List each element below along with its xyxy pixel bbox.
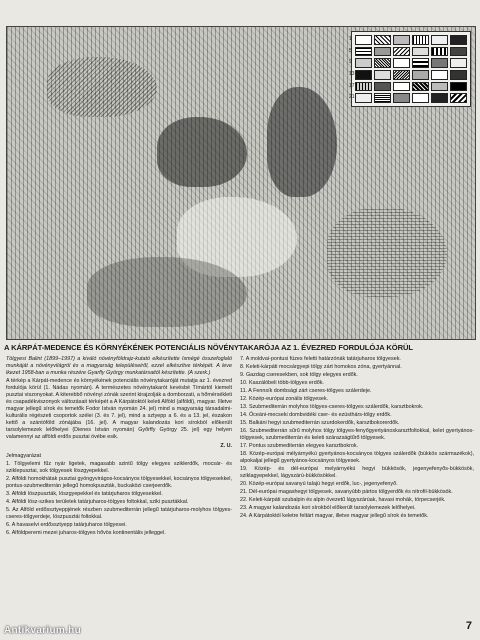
legend-swatch [393, 47, 410, 57]
legend-item: 4. Alföldi lösz-szikes területek tatárjuharos-tölgyes foltokkal, sziki pusztákkal. [6, 499, 189, 505]
legend-item: 1. Tölgyelemi fűz nyár ligetek, magasabb szintű tölgy elegyes sziklerdők, mocsár- és sziklepusztai, sok tölgyesek löszgyepekkel. [6, 461, 232, 474]
map-legend [351, 31, 471, 107]
legend-item: 12. Közép-európai zonális tölgyesek. [240, 396, 329, 402]
legend-swatch [349, 82, 372, 92]
legend-swatch [349, 47, 372, 57]
legend-swatch [393, 82, 410, 92]
legend-item: 6. Alföldperemi mezei juharos-tölgyes hővös kontinentális jelleggel. [6, 530, 166, 536]
legend-item: 19. Közép- és dél-európai melyárnyékú hegyi bükkösök, jegenyefenyős-bükkösök, sziklagyepekkel, lágyszárú-bükkösökkel. [240, 466, 474, 479]
legend-swatch [431, 47, 448, 57]
legend-swatch [374, 93, 391, 103]
legend-item: 3. Alföldi löszpuszták, löszgyepekkel és tatárjuharos tölgyesekkel. [6, 491, 163, 497]
legend-item: 20. Közép-európai savanyú talajú hegyi erdők, luc-, jegenyefenyő. [240, 481, 398, 487]
map-region-dark [157, 117, 247, 187]
legend-swatch [393, 35, 410, 45]
legend-swatch [431, 58, 448, 68]
legend-swatch [412, 70, 429, 80]
legend-swatch [393, 93, 410, 103]
legend-swatch [412, 58, 429, 68]
legend-swatch [349, 70, 372, 80]
legend-row-number: 1 [349, 36, 352, 42]
map-region-hatched [47, 57, 157, 117]
legend-item: 15. Balkáni hegyi szubmediterrán szurdokerdők, karsztbokorerdők. [240, 420, 400, 426]
legend-item: 22. Keleti-kárpáti szubalpin és alpin övezetű lágyszárúak, havasi mohák, törpecserjék. [240, 497, 446, 503]
legend-swatch [349, 35, 372, 45]
legend-swatch [450, 82, 467, 92]
legend-swatch [349, 58, 372, 68]
legend-row-number: 13 [349, 70, 355, 77]
legend-swatch [431, 82, 448, 92]
legend-item: 10. Kaszálóbeli több-tölgyes erdők. [240, 380, 324, 386]
map-region-south [87, 257, 247, 327]
intro-paragraph: Tölgyesi Balint (1899–1997) a kiváló növényföldrajz-kutató elkészítette Ismégé összefoglaló munkáját a növényvilágról és a magyarság településeiről, ezzel elkészítve térképét. A leve lkezet 1958-ban a munka részére Gyarfly György munkatársaitól készítette. (A szerk.) [6, 356, 232, 376]
legend-item: 16. Szubmediterrán sűrű molyhos tölgy tölgyes-fenyőgyertyánoskarsztfoltokkal, kelet gyertyános-tölgyesek, szubmediterrán és keleti szárazságtűrő tölgyesek. [240, 428, 474, 441]
legend-swatch [412, 93, 429, 103]
page-number: 7 [465, 620, 472, 632]
legend-item: 9. Gazdag cseresekben, sok tölgy elegyes erdők. [240, 372, 358, 378]
legend-item: 24. A Kárpátoktól keletre feltárt magyar, illetve magyar jellegű sírok és temetők. [240, 513, 429, 519]
legend-item: 18. Közép-európai mélyárnyékú gyertyános-kocsányos tölgyes szálerdők (bükkös származékok), alpokaljai jellegű gyertyános-kocsányos tölgyesek. [240, 451, 474, 464]
author-signature: Z. U. [220, 443, 232, 449]
legend-swatch [374, 70, 391, 80]
legend-swatch [412, 35, 429, 45]
legend-swatch [349, 93, 372, 103]
map-region-plain [327, 207, 447, 297]
legend-item: 2. Alföldi homokhátak pusztai gyöngyvirágos-kocsányos tölgyesekkel, kocsányos tölgyesekkel, pontus-szubmediterrán jellegű homokpuszták, buckaközi cserjeerdők. [6, 476, 232, 489]
legend-swatch [431, 70, 448, 80]
legend-item: 11. A Fennsík dombsági zárt cseres-tölgyes szálerdeje. [240, 388, 372, 394]
legend-row-number: 5 [349, 47, 352, 54]
legend-heading: Jelmagyarázat [6, 453, 42, 459]
legend-swatch [412, 82, 429, 92]
map-caption: A KÁRPÁT-MEDENCE ÉS KÖRNYÉKÉNEK POTENCIÁLIS NÖVÉNYTAKARÓJA AZ 1. ÉVEZRED FORDULÓJA KÖRÜL [4, 343, 413, 352]
legend-item: 5. Az Alföld erdőssztyeppjének részben szubmediterrán jellegű tatárjuharos-molyhos tölgyes-cseres-tölgyerdeje, löszpusztái foltokkal. [6, 507, 232, 520]
legend-swatch [412, 47, 429, 57]
legend-row-number: 9 [349, 59, 352, 66]
legend-swatch [450, 47, 467, 57]
legend-swatch [374, 35, 391, 45]
watermark: Antikvarium.hu [4, 625, 81, 636]
legend-item: 13. Szubmediterrán molyhos tölgyes-cseres-tölgyes szálerdők, karsztbokrok. [240, 404, 424, 410]
legend-swatch [374, 82, 391, 92]
legend-swatch [393, 70, 410, 80]
legend-swatch [431, 35, 448, 45]
legend-row-number: 21 [349, 94, 355, 101]
right-column [240, 356, 474, 521]
legend-row-number: 17 [349, 82, 355, 89]
legend-item: 6. A havaselvi erdőssztyepp tatárjuharos tölgyesei. [6, 522, 127, 528]
vegetation-map [6, 26, 476, 340]
legend-swatch [374, 58, 391, 68]
legend-swatch [374, 47, 391, 57]
legend-swatch [450, 35, 467, 45]
legend-item: 17. Pontus szubmediterrán elegyes karsztbokrok. [240, 443, 359, 449]
legend-swatch [450, 93, 467, 103]
legend-swatch [431, 93, 448, 103]
legend-swatch [450, 70, 467, 80]
legend-swatch [450, 58, 467, 68]
legend-item: 7. A moldvai-pontusi füzes feletti határzónák tatárjuharos tölgyesek. [240, 356, 401, 362]
left-column [6, 356, 232, 538]
legend-item: 21. Dél-európai magashegyi tölgyesek, savanyúbb pártos tölgyerdők és nitrofil-bükkösök. [240, 489, 453, 495]
legend-item: 14. Óceáni-mecseki dombvidéki cser- és ezüsthárs-tölgy erdők. [240, 412, 392, 418]
map-region-mountain [267, 87, 337, 197]
legend-item: 8. Keleti-kárpáti mocsárgyepi tölgy zárt homokos zóna, gyertyánnal. [240, 364, 402, 370]
legend-item: 23. A magyar kalandozás kori sírokból előkerült tarsolylemezek lelőhelyei. [240, 505, 416, 511]
legend-swatch [393, 58, 410, 68]
body-paragraph: A térkép a Kárpát-medence és környékének potenciális növénytakaróját mutatja az 1. évezred fordulója körül (1. Nádas nyomán). A természetes növénytakarót kevésbé Tímártól kiemelt pusztai viszonyokat. A kiterebbő növényi zónák szerint kirajzolják a domborzati, a hőmérsékleti és csapadékviszonyok változásait térképét a A Kárpátoktól keleti Alföld (alföldi), magyar. Illetve magyar jellegű sírok és temetők Fodor István nyomán 24. jel) mind a magyarság társadalmi-kulturális régészeti csoportok szélei (3. és 7. jel), mind a sztyepp a 6. és a 13. jel, északon kettő a szántóföld zónájába (16. jel). A magyar kalandozás kori sírokból előkerült tarsolylemezek lelőhelyei (Dienes István nyomán) Győrffy György 25. jel) egy helyen valamennyi az alföldi erdős pusztai övébe esik. [6, 378, 232, 440]
